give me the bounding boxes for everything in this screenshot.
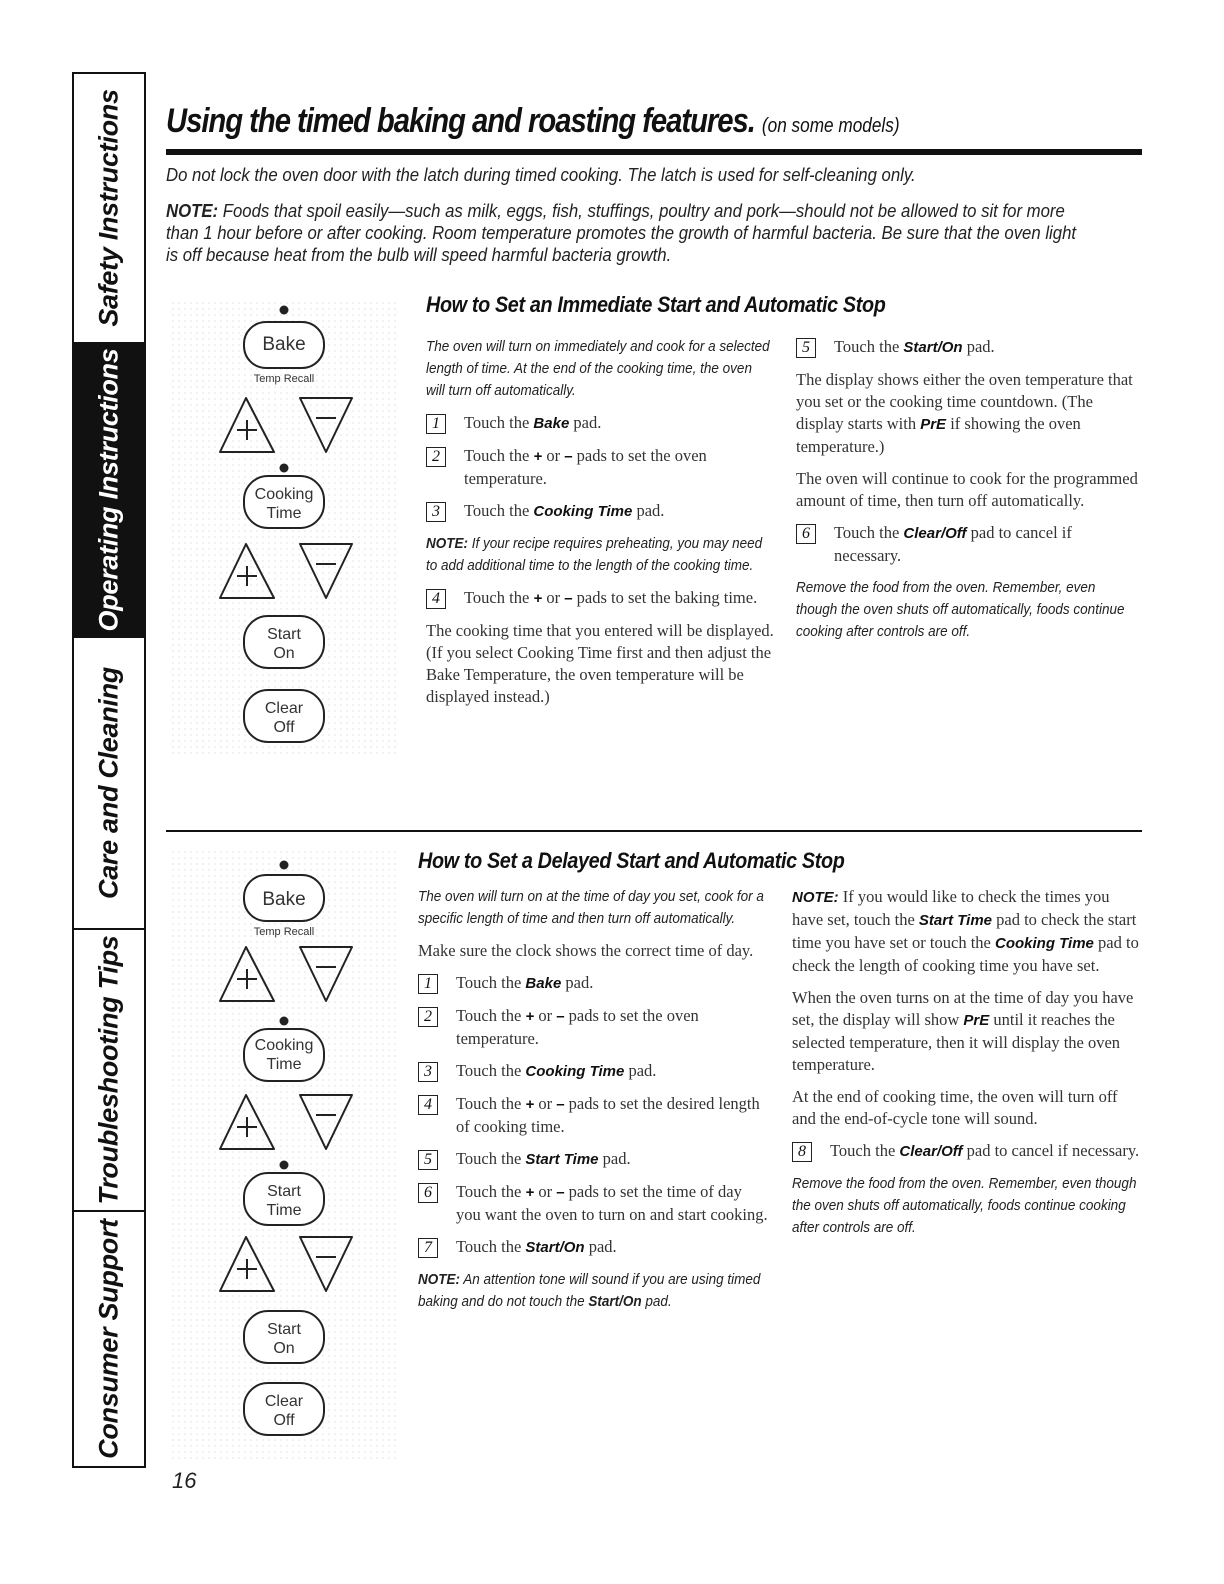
key-start-time: Start Time xyxy=(918,912,993,929)
note-text: An attention tone will sound if you are using timed baking and do not touch the xyxy=(418,1271,761,1310)
step-text: pad. xyxy=(624,1061,657,1080)
step-text: Touch the xyxy=(456,973,526,992)
para-text: The display shows either the oven temperature that you set or the cooking time countdown. (The display starts with xyxy=(796,370,1133,433)
step-2 xyxy=(418,1005,770,1050)
tab-label: Operating Instructions xyxy=(93,348,124,632)
section1-right-column xyxy=(796,336,1142,653)
tab-label: Safety Instructions xyxy=(93,89,124,327)
indicator-dot xyxy=(280,861,289,870)
section2-closing: Remove the food from the oven. Remember, even though the oven shuts off automatically, foods continue cooking after controls are off. xyxy=(792,1175,1137,1236)
step-3 xyxy=(426,500,774,523)
step-text: pads to set the oven temperature. xyxy=(456,1006,699,1048)
on-label: On xyxy=(273,1340,295,1357)
tab-troubleshooting-tips[interactable] xyxy=(74,930,144,1212)
key-clear-off: Clear/Off xyxy=(899,1143,963,1160)
step-text: Touch the xyxy=(456,1094,526,1113)
clock-check-text: Make sure the clock shows the correct time of day. xyxy=(418,941,754,960)
key-plus: + xyxy=(525,1008,535,1025)
end-of-cycle-text: At the end of cooking time, the oven will turn off and the end-of-cycle tone will sound. xyxy=(792,1087,1118,1128)
step-number: 4 xyxy=(418,1095,438,1115)
note-text: pad to check the start time you have set or touch the xyxy=(792,910,1137,952)
section2-left-column xyxy=(418,886,770,1323)
note-text: If your recipe requires preheating, you may need to add additional time to the length of the cooking time. xyxy=(426,535,763,574)
key-start-on: Start/On xyxy=(903,339,963,356)
para-text: if showing the oven temperature.) xyxy=(796,414,1081,456)
step-number: 2 xyxy=(418,1007,438,1027)
step-text: Touch the xyxy=(456,1182,526,1201)
clear-off-pad[interactable] xyxy=(244,1383,324,1435)
clear-label: Clear xyxy=(264,1393,304,1410)
key-cooking-time: Cooking Time xyxy=(525,1063,625,1080)
pre-display-text xyxy=(792,987,1142,1076)
note-label: NOTE: xyxy=(166,201,219,221)
step-text: pads to set the desired length of cooking time. xyxy=(456,1094,760,1136)
time-label: Time xyxy=(266,1056,302,1073)
key-bake: Bake xyxy=(525,975,562,992)
key-plus: + xyxy=(525,1096,535,1113)
note-text: If you would like to check the times you have set, touch the xyxy=(792,887,1110,929)
time-label: Time xyxy=(266,1202,302,1219)
step-text: Touch the xyxy=(456,1237,526,1256)
section2-heading: How to Set a Delayed Start and Automatic Stop xyxy=(418,848,845,873)
note-label: NOTE: xyxy=(418,1271,461,1288)
step-number: 4 xyxy=(426,589,446,609)
control-panel-delayed xyxy=(160,845,410,1465)
tab-operating-instructions[interactable] xyxy=(74,344,144,638)
step-7 xyxy=(418,1236,770,1259)
section1-left-column xyxy=(426,336,774,718)
step-text: Touch the xyxy=(456,1006,526,1025)
tab-label: Consumer Support xyxy=(93,1219,124,1459)
step-5 xyxy=(418,1148,770,1171)
temp-recall-label: Temp Recall xyxy=(253,373,315,385)
key-minus: – xyxy=(556,1008,565,1025)
tab-label: Care and Cleaning xyxy=(93,667,124,899)
step-text: Touch the xyxy=(830,1141,900,1160)
clear-label: Clear xyxy=(264,700,304,717)
step-text: or xyxy=(542,588,565,607)
section1-closing: Remove the food from the oven. Remember, even though the oven shuts off automatically, foods continue cooking after controls are off. xyxy=(796,579,1125,640)
step-text: pad. xyxy=(561,973,594,992)
step-number: 2 xyxy=(426,447,446,467)
key-clear-off: Clear/Off xyxy=(903,525,967,542)
temp-recall-label: Temp Recall xyxy=(253,926,315,938)
step-text: pad. xyxy=(584,1237,617,1256)
step-number: 8 xyxy=(792,1142,812,1162)
step-2 xyxy=(426,445,774,490)
section-divider xyxy=(166,830,1142,832)
step-number: 1 xyxy=(418,974,438,994)
key-minus: – xyxy=(564,448,573,465)
key-cooking-time: Cooking Time xyxy=(995,935,1094,952)
key-start-on: Start/On xyxy=(588,1293,642,1310)
step-text: pads to set the baking time. xyxy=(572,588,758,607)
start-on-pad[interactable] xyxy=(244,616,324,668)
tab-consumer-support[interactable] xyxy=(74,1212,144,1466)
step-text: or xyxy=(542,446,565,465)
control-panel-immediate xyxy=(160,290,410,760)
page-title xyxy=(166,102,900,141)
indicator-dot xyxy=(280,1017,289,1026)
step-number: 6 xyxy=(418,1183,438,1203)
tab-safety-instructions[interactable] xyxy=(74,74,144,344)
check-times-note xyxy=(792,886,1142,977)
start-label: Start xyxy=(267,1183,301,1200)
title-text: Using the timed baking and roasting features. xyxy=(166,102,755,140)
step-text: Touch the xyxy=(464,413,534,432)
step-number: 7 xyxy=(418,1238,438,1258)
off-label: Off xyxy=(273,1412,295,1429)
step-number: 3 xyxy=(426,502,446,522)
attention-tone-note xyxy=(418,1269,766,1313)
key-start-on: Start/On xyxy=(525,1239,585,1256)
title-rule xyxy=(166,149,1142,155)
step-3 xyxy=(418,1060,770,1083)
step-number: 5 xyxy=(418,1150,438,1170)
step-text: Touch the xyxy=(834,523,904,542)
time-label: Time xyxy=(266,505,302,522)
clear-off-pad[interactable] xyxy=(244,690,324,742)
step-text: Touch the xyxy=(464,588,534,607)
step-1 xyxy=(418,972,770,995)
step-text: Touch the xyxy=(834,337,904,356)
cooking-time-display-text: The cooking time that you entered will be displayed. (If you select Cooking Time first and then adjust the Bake Temperature, the oven temperature will be displayed instead.) xyxy=(426,621,774,706)
key-plus: + xyxy=(533,590,543,607)
key-start-time: Start Time xyxy=(525,1151,599,1168)
indicator-dot xyxy=(280,306,289,315)
step-4 xyxy=(426,587,774,610)
section1-intro: The oven will turn on immediately and cook for a selected length of time. At the end of the cooking time, the oven will turn off automatically. xyxy=(426,338,770,399)
key-plus: + xyxy=(533,448,543,465)
note-label: NOTE: xyxy=(426,535,469,552)
key-plus: + xyxy=(525,1184,535,1201)
para-text: until it reaches the selected temperature, then it will display the oven temperature. xyxy=(792,1010,1121,1074)
indicator-dot xyxy=(280,1161,289,1170)
preheat-note xyxy=(426,533,771,577)
tab-label: Troubleshooting Tips xyxy=(93,935,124,1205)
note-text: Foods that spoil easily—such as milk, eggs, fish, stuffings, poultry and pork—should not be allowed to sit for more than 1 hour before or after cooking. Room temperature promotes the growth of harmful bacteria. Be sure that the oven light is off because heat from the bulb will speed harmful bacteria growth. xyxy=(166,201,1077,265)
step-text: Touch the xyxy=(464,446,534,465)
page-number: 16 xyxy=(172,1468,197,1493)
sidebar-tabs xyxy=(72,72,146,1468)
step-number: 1 xyxy=(426,414,446,434)
step-8 xyxy=(792,1140,1142,1163)
cooking-label: Cooking xyxy=(254,1037,314,1054)
off-label: Off xyxy=(273,719,295,736)
step-text: Touch the xyxy=(464,501,534,520)
step-text: or xyxy=(534,1094,557,1113)
food-safety-note xyxy=(166,200,1077,266)
step-text: Touch the xyxy=(456,1149,526,1168)
note-text: pad to check the length of cooking time you have set. xyxy=(792,933,1139,975)
display-shows-text xyxy=(796,369,1142,458)
step-number: 5 xyxy=(796,338,816,358)
continue-cook-text: The oven will continue to cook for the programmed amount of time, then turn off automatically. xyxy=(796,469,1138,510)
step-text: Touch the xyxy=(456,1061,526,1080)
note-text: pad. xyxy=(641,1293,672,1310)
key-minus: – xyxy=(564,590,573,607)
step-number: 6 xyxy=(796,524,816,544)
step-number: 3 xyxy=(418,1062,438,1082)
start-label: Start xyxy=(267,626,301,643)
start-on-pad[interactable] xyxy=(244,1311,324,1363)
cooking-label: Cooking xyxy=(254,486,314,503)
step-text: pads to set the oven temperature. xyxy=(464,446,707,488)
step-text: pad. xyxy=(962,337,995,356)
key-cooking-time: Cooking Time xyxy=(533,503,633,520)
step-1 xyxy=(426,412,774,435)
step-text: or xyxy=(534,1006,557,1025)
key-pre: PrE xyxy=(920,416,947,433)
step-text: pad. xyxy=(598,1149,631,1168)
title-subtitle: (on some models) xyxy=(761,115,900,137)
step-text: pad to cancel if necessary. xyxy=(834,523,1072,565)
key-minus: – xyxy=(556,1184,565,1201)
tab-care-and-cleaning[interactable] xyxy=(74,638,144,930)
note-label: NOTE: xyxy=(792,889,839,906)
section1-heading: How to Set an Immediate Start and Automatic Stop xyxy=(426,292,886,317)
latch-warning: Do not lock the oven door with the latch during timed cooking. The latch is used for self-cleaning only. xyxy=(166,165,916,185)
step-text: pad to cancel if necessary. xyxy=(962,1141,1140,1160)
bake-label: Bake xyxy=(262,334,306,355)
start-label: Start xyxy=(267,1321,301,1338)
step-6 xyxy=(418,1181,770,1226)
step-text: pads to set the time of day you want the oven to turn on and start cooking. xyxy=(456,1182,768,1224)
on-label: On xyxy=(273,645,295,662)
key-pre: PrE xyxy=(963,1012,990,1029)
step-5 xyxy=(796,336,1142,359)
step-text: pad. xyxy=(569,413,602,432)
section2-right-column xyxy=(792,886,1142,1249)
para-text: When the oven turns on at the time of day you have set, the display will show xyxy=(792,988,1134,1029)
step-text: pad. xyxy=(632,501,665,520)
step-text: or xyxy=(534,1182,557,1201)
key-bake: Bake xyxy=(533,415,570,432)
section2-intro: The oven will turn on at the time of day you set, cook for a specific length of time and then turn off automatically. xyxy=(418,888,764,927)
bake-label: Bake xyxy=(262,889,306,910)
indicator-dot xyxy=(280,464,289,473)
step-6 xyxy=(796,522,1142,567)
key-minus: – xyxy=(556,1096,565,1113)
step-4 xyxy=(418,1093,770,1138)
